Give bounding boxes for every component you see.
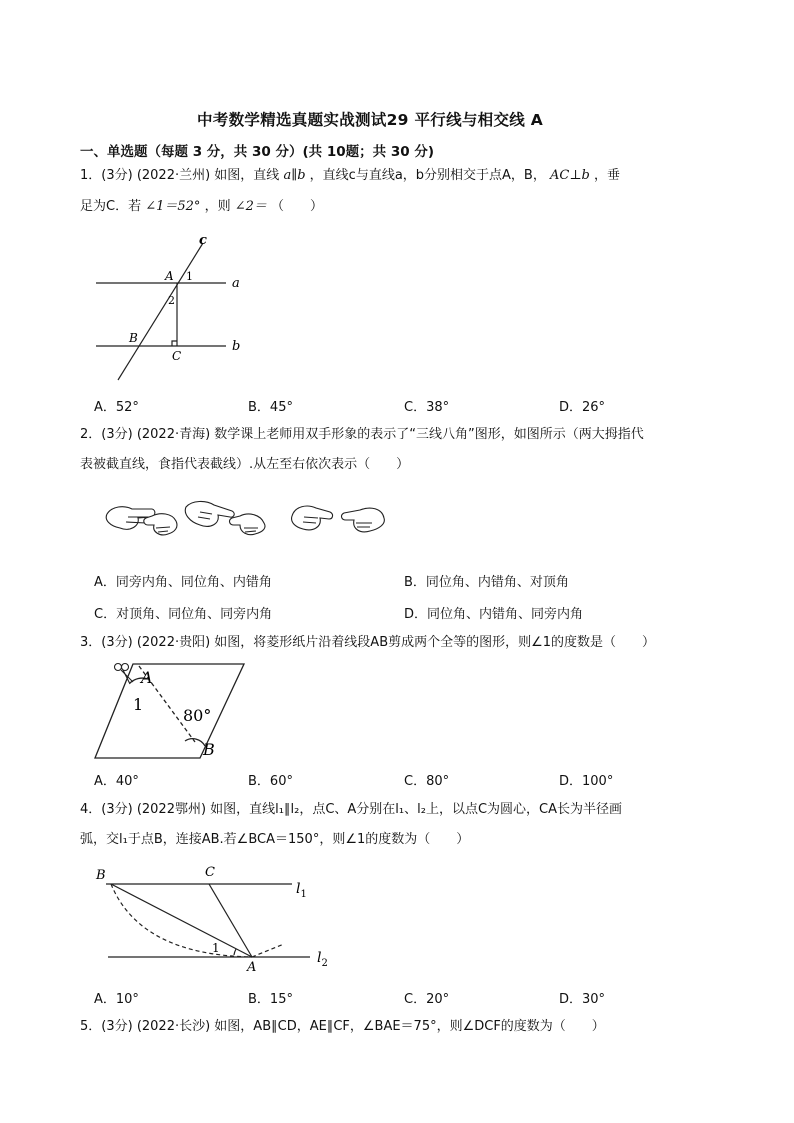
page-title: 中考数学精选真题实战测试29 平行线与相交线 A <box>197 111 544 129</box>
q1-math-angle1: ∠1＝52° <box>145 199 201 214</box>
q1-option-d[interactable]: D．26° <box>559 400 606 415</box>
q1-text-e: ，垂 <box>594 168 621 183</box>
q1-label-C: C <box>172 349 182 363</box>
question-2-line-1: 2．(3分) (2022·青海) 数学课上老师用双手形象的表示了“三线八角”图形，如图所示（两大拇指代 <box>80 427 644 442</box>
q4-label-A: A <box>247 960 257 975</box>
q3-option-d[interactable]: D．100° <box>559 774 614 789</box>
question-3-line-1: 3．(3分) (2022·贵阳) 如图，将菱形纸片沿着线段AB剪成两个全等的图形，则∠1的度数是（ ） <box>80 635 656 650</box>
q1-label-b: b <box>232 339 241 354</box>
question-2-line-2: 表被截直线，食指代表截线）.从左至右依次表示（ ） <box>80 457 410 472</box>
q1-option-c[interactable]: C．38° <box>404 400 450 415</box>
q4-angle-1-arc <box>234 949 236 955</box>
q4-option-b[interactable]: B．15° <box>248 992 293 1007</box>
q1-option-a[interactable]: A．52° <box>94 400 139 415</box>
q1-text-c: ，直线c与直线a，b分别相交于点A，B， <box>309 168 546 183</box>
q4-label-B: B <box>96 868 106 883</box>
q3-option-b[interactable]: B．60° <box>248 774 293 789</box>
q2-option-b[interactable]: B．同位角、内错角、对顶角 <box>404 575 569 590</box>
q1-math-perp: AC⊥b <box>550 168 590 183</box>
q1-label-c: c <box>199 233 207 248</box>
q1-text-2a: 足为C．若 <box>80 199 142 214</box>
q4-label-1: 1 <box>212 941 220 955</box>
q4-label-l2: $l_2$ <box>317 950 328 969</box>
q1-text-2e: （ ） <box>271 199 324 214</box>
q4-option-c[interactable]: C．20° <box>404 992 450 1007</box>
q1-label-B: B <box>129 331 138 345</box>
q1-text-a: 1．(3分) (2022·兰州) 如图，直线 <box>80 168 280 183</box>
q3-option-c[interactable]: C．80° <box>404 774 450 789</box>
question-4-line-1: 4．(3分) (2022鄂州) 如图，直线l₁∥l₂，点C、A分别在l₁、l₂上，以点C为圆心，CA长为半径画 <box>80 802 622 817</box>
q4-arc-extension <box>252 944 284 957</box>
q2-option-a[interactable]: A．同旁内角、同位角、内错角 <box>94 575 272 590</box>
q1-label-A: A <box>165 269 174 283</box>
q3-label-1: 1 <box>133 695 144 714</box>
q1-option-b[interactable]: B．45° <box>248 400 293 415</box>
q1-text-2c: ，则 <box>204 199 231 214</box>
q1-label-a: a <box>232 276 240 291</box>
question-4-line-2: 弧，交l₁于点B，连接AB.若∠BCA＝150°，则∠1的度数为（ ） <box>80 832 470 847</box>
q4-label-l1: $l_1$ <box>296 881 307 900</box>
q4-option-a[interactable]: A．10° <box>94 992 139 1007</box>
q2-option-c[interactable]: C．对顶角、同位角、同旁内角 <box>94 607 273 622</box>
q4-option-d[interactable]: D．30° <box>559 992 606 1007</box>
question-5-line-1: 5．(3分) (2022·长沙) 如图，AB∥CD，AE∥CF，∠BAE＝75°，则∠DCF的度数为（ ） <box>80 1019 605 1034</box>
q3-label-80: 80° <box>183 706 212 725</box>
section-heading: 一、单选题（每题 3 分，共 30 分）(共 10题；共 30 分) <box>80 144 434 160</box>
q3-label-A: A <box>141 668 153 687</box>
q2-option-d[interactable]: D．同位角、内错角、同旁内角 <box>404 607 584 622</box>
q1-math-parallel: a∥b <box>283 168 306 183</box>
q1-label-1: 1 <box>186 270 193 283</box>
q1-math-angle2: ∠2＝ <box>234 199 267 214</box>
q3-option-a[interactable]: A．40° <box>94 774 139 789</box>
q3-label-B: B <box>203 740 215 759</box>
q4-label-C: C <box>205 865 215 880</box>
q1-label-2: 2 <box>168 294 175 307</box>
